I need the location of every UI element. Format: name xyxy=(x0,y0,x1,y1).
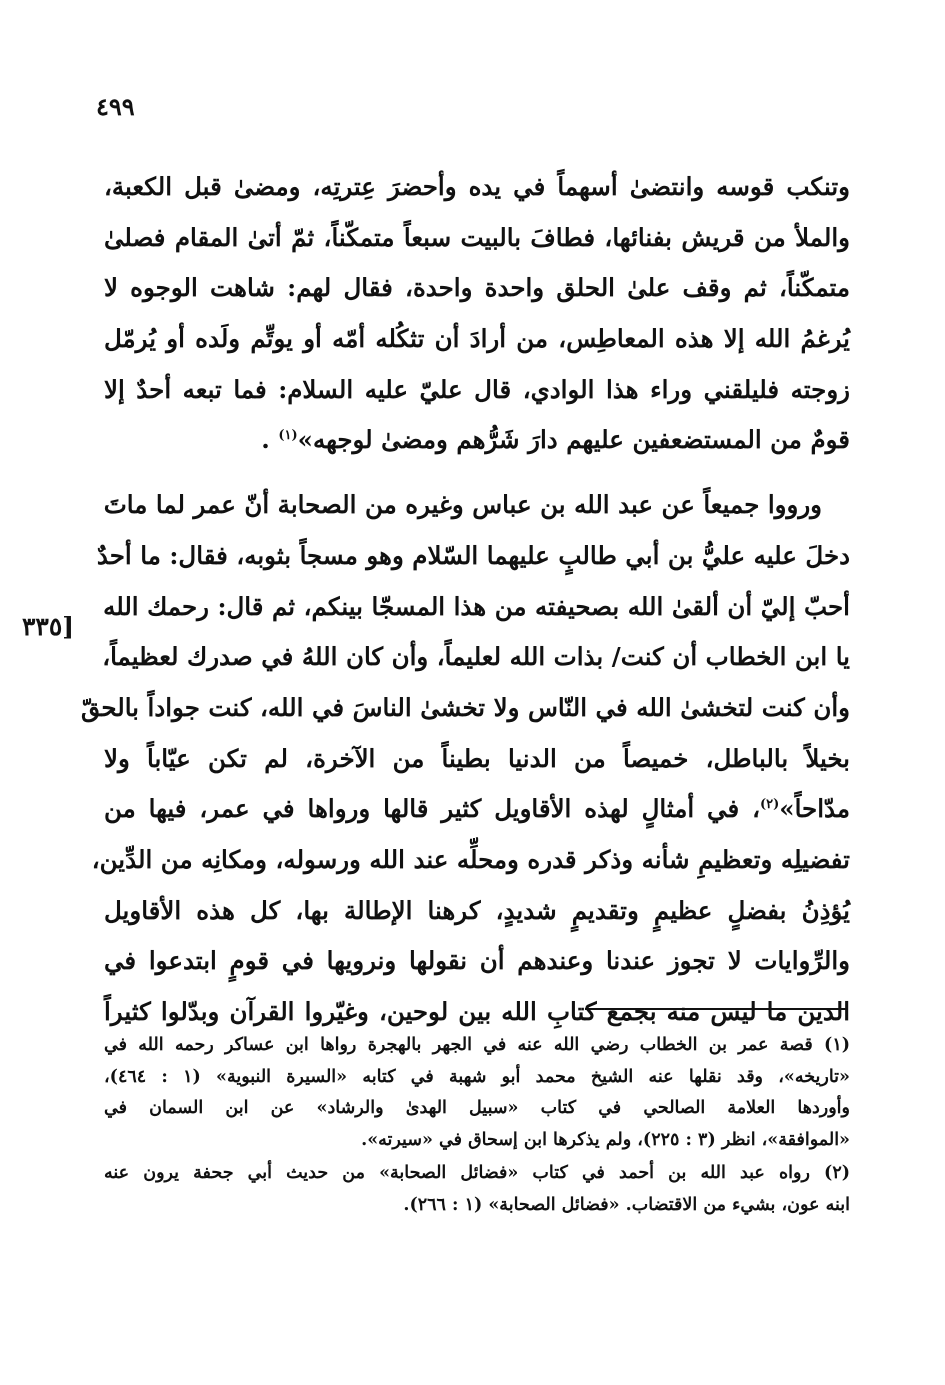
text-line: أحبّ إليّ أن ألقىٰ الله بصحيفته من هذا المسجّا بينكم، ثم قال: رحمك الله xyxy=(103,591,850,621)
text-line: تفضيلِه وتعظيمِ شأنه وذكر قدره ومحلِّه عند الله ورسوله، ومكانِه من الدِّين، xyxy=(91,844,850,874)
manuscript-folio-marker: [٣٣٥ xyxy=(22,612,75,641)
text-line-end: . xyxy=(261,425,279,455)
text-line: يُؤذِنُ بفضلٍ عظيمٍ وتقديمٍ شديدٍ، كرهنا الإطالة بها، كل هذه الأقاويل xyxy=(104,895,850,925)
text-line: الدين ما ليس منه بجمع كتابِ الله بين لوحين، وغيّروا القرآن وبدّلوا كثيراً xyxy=(104,997,850,1026)
footnote-line: (٢) رواه عبد الله بن أحمد في كتاب «فضائل الصحابة» من حديث أبي جحفة يرون عنه xyxy=(104,1163,850,1183)
text-line-start: مدّاحاً» xyxy=(779,794,850,824)
page-number: ٤٩٩ xyxy=(96,92,135,121)
paragraph-gap xyxy=(104,466,850,480)
text-line: والرِّوايات لا تجوز عندنا وعندهم أن نقولها ونرويها في قومٍ ابتدعوا في xyxy=(104,946,850,976)
main-text xyxy=(80,162,850,1038)
footnote-reference: (١) xyxy=(278,428,298,444)
footnote-divider xyxy=(585,1008,847,1010)
text-line: دخلَ عليه عليُّ بن أبي طالبٍ عليهما السّلام وهو مسجاً بثوبه، فقال: ما أحدٌ xyxy=(96,540,850,570)
footnotes xyxy=(104,1030,850,1221)
text-line: والملأ من قريش بفنائها، فطافَ بالبيت سبعاً متمكّناً، ثمّ أتىٰ المقام فصلىٰ xyxy=(104,222,850,252)
text-line: متمكّناً، ثم وقف علىٰ الحلق واحدة واحدة، فقال لهم: شاهت الوجوه لا xyxy=(104,273,850,303)
footnote-line: وأوردها العلامة الصالحي في كتاب «سبيل الهدىٰ والرشاد» عن ابن السمان في xyxy=(104,1098,850,1118)
text-line: بخيلاً بالباطل، خميصاً من الدنيا بطيناً من الآخرة، لم تكن عيّاباً ولا xyxy=(104,743,850,773)
text-line xyxy=(104,784,850,835)
footnote-line: «الموافقة»، انظر (٣ : ٢٢٥)، ولم يذكرها ابن إسحاق في «سيرته». xyxy=(361,1129,850,1150)
footnote-line: «تاريخه»، وقد نقلها عنه الشيخ محمد أبو شهبة في كتابه «السيرة النبوية» (١ : ٤٦٤)، xyxy=(104,1066,850,1087)
text-line: وأن كنت لتخشىٰ الله في النّاس ولا تخشىٰ الناسَ في الله، كنت جواداً بالحقّ xyxy=(80,692,850,722)
text-line-content: ، في أمثالٍ لهذه الأقاويل كثير قالها ورواها في عمر، فيها من xyxy=(104,794,760,824)
footnote-line: ابنه عون، بشيء من الاقتضاب. «فضائل الصحابة» (١ : ٢٦٦). xyxy=(403,1194,850,1215)
footnote-reference: (٢) xyxy=(759,797,780,813)
text-line-content: قومٌ من المستضعفين عليهم دارَ شَرُّهم ومضىٰ لوجهه» xyxy=(297,425,850,455)
text-line: زوجته فليلقني وراء هذا الوادي، قال عليّ عليه السلام: فما تبعه أحدٌ إلا xyxy=(104,374,850,404)
text-line: يا ابن الخطاب أن كنت/ بذات الله لعليماً، وأن كان اللهُ في صدرك لعظيماً، xyxy=(102,642,850,672)
text-line: وتنكب قوسه وانتضىٰ أسهماً في يده وأحضرَ عِترتِه، ومضىٰ قبل الكعبة، xyxy=(104,172,850,201)
footnote-line: (١) قصة عمر بن الخطاب رضي الله عنه في الجهر بالهجرة رواها ابن عساكر رحمه الله في xyxy=(104,1035,850,1055)
text-line: ورووا جميعاً عن عبد الله بن عباس وغيره من الصحابة أنّ عمر لما ماتَ xyxy=(103,490,822,520)
text-line xyxy=(104,415,850,466)
text-line: يُرغمُ الله إلا هذه المعاطِس، من أرادَ أن تثكُله أمّه أو يوتِّم ولَده أو يُرمّل xyxy=(104,324,850,354)
